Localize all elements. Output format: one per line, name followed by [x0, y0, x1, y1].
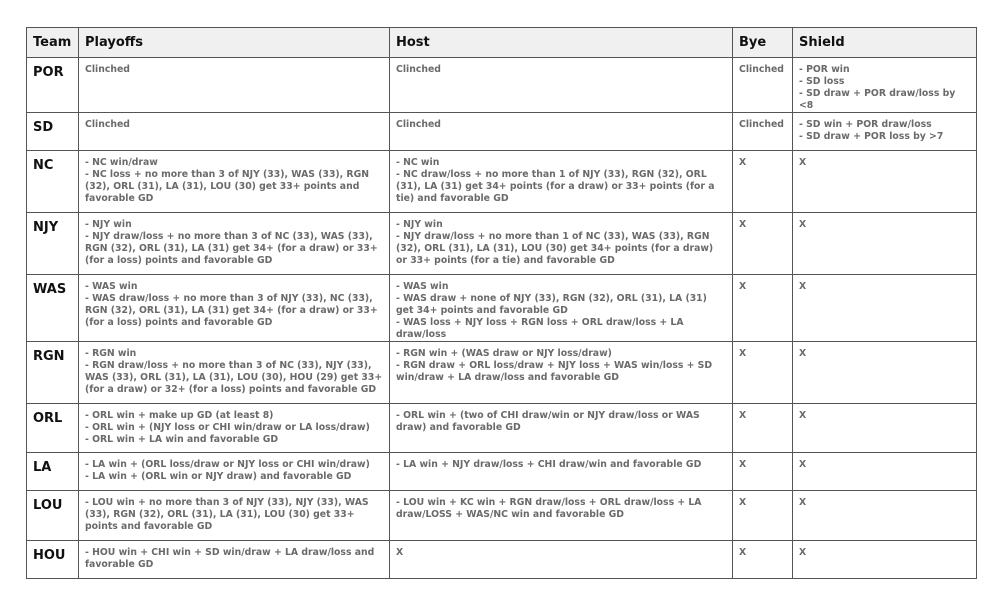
playoffs-cell: - LA win + (ORL loss/draw or NJY loss or CHI win/draw) - LA win + (ORL win or NJY draw) and favorable GD	[79, 453, 390, 491]
host-cell: - RGN win + (WAS draw or NJY loss/draw) - RGN draw + ORL loss/draw + NJY loss + WAS win/loss + SD win/draw + LA draw/loss and favorable GD	[390, 342, 733, 404]
team-cell: LOU	[27, 491, 79, 541]
table-row	[27, 491, 977, 541]
shield-cell: X	[793, 342, 977, 404]
playoffs-cell: - NC win/draw - NC loss + no more than 3 of NJY (33), WAS (33), RGN (32), ORL (31), LA (31), LOU (30) get 33+ points and favorable GD	[79, 151, 390, 213]
header-shield: Shield	[793, 28, 977, 58]
playoffs-cell: Clinched	[79, 113, 390, 151]
team-cell: RGN	[27, 342, 79, 404]
header-bye: Bye	[733, 28, 793, 58]
team-cell: WAS	[27, 275, 79, 342]
shield-cell: X	[793, 151, 977, 213]
playoffs-cell: - ORL win + make up GD (at least 8) - ORL win + (NJY loss or CHI win/draw or LA loss/draw) - ORL win + LA win and favorable GD	[79, 404, 390, 453]
header-row	[27, 28, 977, 58]
shield-cell: - POR win - SD loss - SD draw + POR draw/loss by <8	[793, 58, 977, 113]
host-cell: - NJY win - NJY draw/loss + no more than 1 of NC (33), WAS (33), RGN (32), ORL (31), LA (31), LOU (30) get 34+ points (for a draw) or 33+ points (for a tie) and favorable GD	[390, 213, 733, 275]
shield-cell: X	[793, 491, 977, 541]
shield-cell: X	[793, 453, 977, 491]
host-cell: - LA win + NJY draw/loss + CHI draw/win and favorable GD	[390, 453, 733, 491]
playoffs-cell: - RGN win - RGN draw/loss + no more than 3 of NC (33), NJY (33), WAS (33), ORL (31), LA (31), LOU (30), HOU (29) get 33+ (for a draw) or 32+ (for a loss) points and favorable GD	[79, 342, 390, 404]
team-cell: NJY	[27, 213, 79, 275]
team-cell: SD	[27, 113, 79, 151]
playoffs-cell: - LOU win + no more than 3 of NJY (33), NJY (33), WAS (33), RGN (32), ORL (31), LA (31), LOU (30) get 33+ points and favorable GD	[79, 491, 390, 541]
host-cell: - ORL win + (two of CHI draw/win or NJY draw/loss or WAS draw) and favorable GD	[390, 404, 733, 453]
team-cell: NC	[27, 151, 79, 213]
bye-cell: X	[733, 491, 793, 541]
team-cell: POR	[27, 58, 79, 113]
table-row	[27, 275, 977, 342]
table-row	[27, 541, 977, 579]
host-cell: Clinched	[390, 58, 733, 113]
bye-cell: X	[733, 453, 793, 491]
playoffs-cell: - WAS win - WAS draw/loss + no more than 3 of NJY (33), NC (33), RGN (32), ORL (31), LA (31) get 34+ (for a draw) or 33+ (for a loss) points and favorable GD	[79, 275, 390, 342]
table-row	[27, 404, 977, 453]
host-cell: - WAS win - WAS draw + none of NJY (33), RGN (32), ORL (31), LA (31) get 34+ points and favorable GD - WAS loss + NJY loss + RGN loss + ORL draw/loss + LA draw/loss	[390, 275, 733, 342]
table-row	[27, 58, 977, 113]
bye-cell: X	[733, 342, 793, 404]
host-cell: Clinched	[390, 113, 733, 151]
host-cell: - LOU win + KC win + RGN draw/loss + ORL draw/loss + LA draw/LOSS + WAS/NC win and favorable GD	[390, 491, 733, 541]
team-cell: HOU	[27, 541, 79, 579]
host-cell: - NC win - NC draw/loss + no more than 1 of NJY (33), RGN (32), ORL (31), LA (31) get 34+ points (for a draw) or 33+ points (for a tie) and favorable GD	[390, 151, 733, 213]
shield-cell: X	[793, 213, 977, 275]
bye-cell: Clinched	[733, 113, 793, 151]
table-row	[27, 113, 977, 151]
bye-cell: X	[733, 213, 793, 275]
team-cell: ORL	[27, 404, 79, 453]
bye-cell: X	[733, 541, 793, 579]
host-cell: X	[390, 541, 733, 579]
table-row	[27, 342, 977, 404]
header-team: Team	[27, 28, 79, 58]
team-cell: LA	[27, 453, 79, 491]
header-host: Host	[390, 28, 733, 58]
bye-cell: X	[733, 404, 793, 453]
playoffs-cell: - HOU win + CHI win + SD win/draw + LA draw/loss and favorable GD	[79, 541, 390, 579]
playoffs-cell: - NJY win - NJY draw/loss + no more than 3 of NC (33), WAS (33), RGN (32), ORL (31), LA (31) get 34+ (for a draw) or 33+ (for a loss) points and favorable GD	[79, 213, 390, 275]
bye-cell: Clinched	[733, 58, 793, 113]
bye-cell: X	[733, 275, 793, 342]
shield-cell: X	[793, 275, 977, 342]
shield-cell: - SD win + POR draw/loss - SD draw + POR loss by >7	[793, 113, 977, 151]
playoffs-cell: Clinched	[79, 58, 390, 113]
scenarios-table	[26, 27, 977, 579]
table-row	[27, 213, 977, 275]
shield-cell: X	[793, 404, 977, 453]
table-row	[27, 151, 977, 213]
shield-cell: X	[793, 541, 977, 579]
bye-cell: X	[733, 151, 793, 213]
header-playoffs: Playoffs	[79, 28, 390, 58]
table-row	[27, 453, 977, 491]
